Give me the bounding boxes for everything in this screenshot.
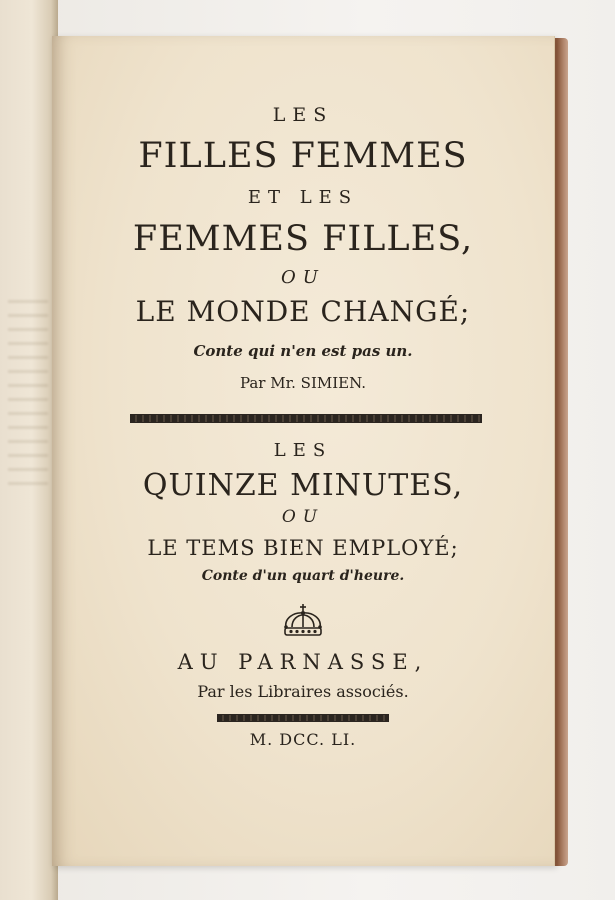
author-prefix: Par Mr. <box>239 374 296 392</box>
second-title-tems-bien-employe: LE TEMS BIEN EMPLOYÉ; <box>147 536 459 560</box>
imprint-date: M. DCC. LI. <box>249 730 357 749</box>
show-through-text <box>8 300 48 490</box>
title-page <box>52 36 555 866</box>
divider-rule-top <box>130 414 482 423</box>
crown-icon <box>280 602 326 642</box>
imprint-place: AU PARNASSE, <box>177 650 429 674</box>
author-line <box>52 374 554 392</box>
left-page-edge <box>0 0 58 900</box>
subtitle-conte: Conte qui n'en est pas un. <box>193 342 413 360</box>
title-et-les: ET LES <box>247 187 359 208</box>
imprint-publisher: Par les Libraires associés. <box>197 682 409 701</box>
second-subtitle-conte: Conte d'un quart d'heure. <box>201 568 405 584</box>
title-ou: OU <box>281 267 325 288</box>
title-femmes-filles: FEMMES FILLES, <box>132 219 474 259</box>
second-title-les: LES <box>273 440 333 461</box>
divider-rule-bottom <box>217 714 389 722</box>
title-les: LES <box>272 104 334 126</box>
second-title-ou: OU <box>281 507 325 527</box>
second-title-quinze-minutes: QUINZE MINUTES, <box>142 468 464 503</box>
title-monde-change: LE MONDE CHANGÉ; <box>135 295 471 328</box>
author-name: SIMIEN. <box>300 374 367 392</box>
title-filles-femmes: FILLES FEMMES <box>138 136 468 176</box>
